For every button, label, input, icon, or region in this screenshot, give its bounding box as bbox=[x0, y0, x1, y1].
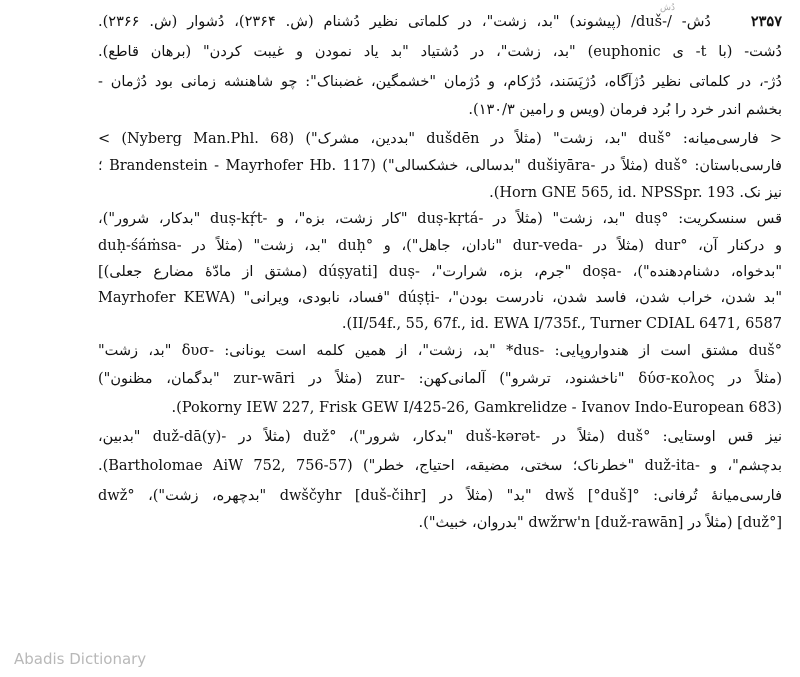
entry-line-10: "بدخواه، دشنام‌دهنده")، -doṣa "جرم، بزه، شرارت"، -duṣ [dúṣyati (مشتق از مادّهٔ مضارع جعلی)] bbox=[98, 264, 783, 280]
entry-line-3: دُژ-، در کلماتی نظیر دُژآگاه، دُژپَسَند، دُژکام، و دُژمان "خشمگین، غضبناک": چو شاهنشه زمانی بود دُژمان - bbox=[98, 74, 782, 90]
entry-line-17: بدچشم"، و -duž-ita "خطرناک؛ سختی، مضیقه، احتیاج، خطر") (Bartholomae AiW 752, 756-57). bbox=[98, 458, 783, 474]
entry-number: ۲۳۵۷ bbox=[750, 13, 783, 30]
entry-line-16: نیز قس اوستایی: °duš (مثلاً در -duš-kərət "بدکار، شرور")، °duž (مثلاً در -duž-dā(y) "بدبین، bbox=[98, 429, 782, 445]
entry-line-9: و درکنار آن، °dur (مثلاً در -dur-veda "نادان، جاهل")، و °duḥ "بد، زشت" (مثلاً در -duḥ-śáṁsa bbox=[98, 238, 782, 254]
entry-line-14: (مثلاً در δύσ-κολος "ناخشنود، ترشرو") آلمانی‌کهن: -zur (مثلاً در zur-wāri "بدگمان، مظنون") bbox=[98, 371, 782, 387]
entry-line-13: °duš مشتق است از هندواروپایی: -dus* "بد، زشت"، از همین کلمه است یونانی: -δυσ "بد، زشت" bbox=[98, 343, 782, 359]
entry-text: دُش- /-duš/ (پیشوند) "بد، زشت"، در کلماتی نظیر دُشنام (ش. ۲۳۶۴)، دُشوار (ش. ۲۳۶۶). bbox=[98, 14, 711, 30]
entry-line-7: نیز نک. Horn GNE 565, id. NPSSpr. 193). bbox=[489, 185, 782, 201]
watermark: Abadis Dictionary bbox=[14, 650, 147, 668]
entry-line-11: "بد شدن، خراب شدن، فاسد شدن، نادرست بودن"، -dúṣṭi "فساد، نابودی، ویرانی" (Mayrhofer KEWA bbox=[98, 290, 782, 306]
entry-line-18: فارسی‌میانهٔ تُرفانی: °dwš [°duš] "بد" (مثلاً در dwščyhr [duš-čihr] "بدچهره، زشت")، °dwž bbox=[98, 488, 782, 504]
entry-line-2: دُشت- (با t- ی euphonic) "بد، زشت"، در دُشتیاد "بد یاد نمودن و غیبت کردن" (برهان قاطع). bbox=[98, 44, 783, 60]
entry-line-19: [°duž] (مثلاً در dwžrw'n [duž-rawān] "بدروان، خبیث"). bbox=[418, 515, 782, 531]
entry-line-15: (Pokorny IEW 227, Frisk GEW I/425-26, Gamkrelidze - Ivanov Indo-European 683). bbox=[171, 400, 782, 416]
entry-line-4: بخشم اندر خرد را بُرد فرمان (ویس و رامین ۱۳۰/۳). bbox=[468, 102, 782, 118]
entry-line-8: قس سنسکریت: °duṣ "بد، زشت" (مثلاً در -duṣ-kṛtá "کار زشت، بزه"، و -duṣ-kṛ́t "بدکار، شرور")، bbox=[98, 211, 783, 227]
entry-line-1 bbox=[98, 12, 782, 32]
headword-overlay: دُش bbox=[660, 3, 675, 13]
entry-line-12: II/54f., 55, 67f., id. EWA I/735f., Turner CDIAL 6471, 6587). bbox=[341, 316, 782, 332]
entry-line-5: < فارسی‌میانه: °duš "بد، زشت" (مثلاً در dušdēn "بددین، مشرک") (Nyberg Man.Phl. 68) > bbox=[98, 131, 783, 147]
entry-line-6: فارسی‌باستان: °duš (مثلاً در -dušiyāra "بدسالی، خشکسالی") (Brandenstein - Mayrhofer Hb. 117 ؛ bbox=[98, 158, 782, 174]
